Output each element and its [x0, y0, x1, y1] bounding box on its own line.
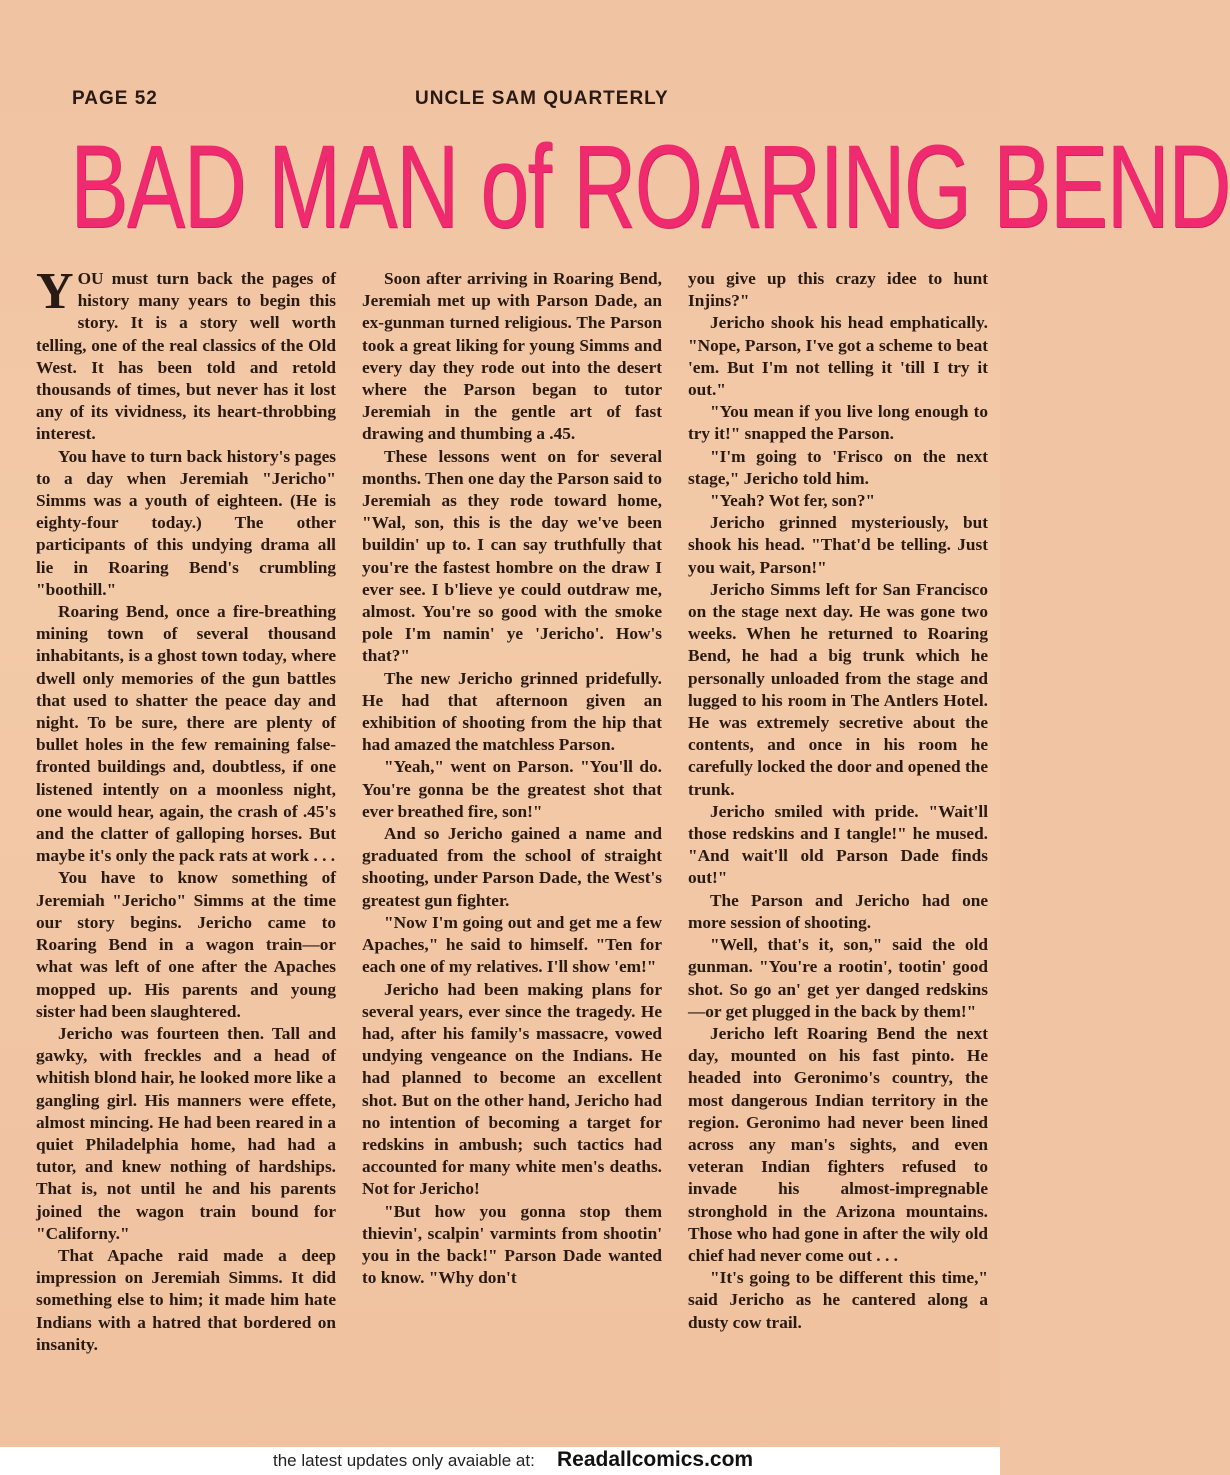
paragraph: "Yeah? Wot fer, son?" — [710, 491, 876, 511]
paragraph: You have to know something of Jeremiah "Jericho" Simms at the time our story begins. Jericho came to Roaring Bend in a wagon train—or what was left of one after the Apaches mopped up. His parents and young sister had been slaughtered. — [36, 868, 336, 1021]
paragraph: "Yeah," went on Parson. "You'll do. You're gonna be the greatest shot that ever breathed fire, son!" — [362, 757, 662, 821]
paragraph: Jericho smiled with pride. "Wait'll those redskins and I tangle!" he mused. "And wait'll old Parson Dade finds out!" — [688, 801, 988, 888]
paragraph: Soon after arriving in Roaring Bend, Jeremiah met up with Parson Dade, an ex-gunman turned religious. The Parson took a great liking for young Simms and every day they rode out into the desert where the Parson began to tutor Jeremiah in the gentle art of fast drawing and thumbing a .45. — [362, 269, 662, 444]
paragraph: "Well, that's it, son," said the old gunman. "You're a rootin', tootin' good shot. So go an' get yer danged redskins—or get plugged in the back by them!" — [688, 935, 988, 1021]
drop-cap: Y — [36, 263, 74, 320]
text-column-3 — [688, 268, 988, 1334]
paragraph: The new Jericho grinned pridefully. He had that afternoon given an exhibition of shooting from the hip that had amazed the matchless Parson. — [362, 668, 662, 755]
paragraph: And so Jericho gained a name and graduated from the school of straight shooting, under Parson Dade, the West's greatest gun fighter. — [362, 824, 662, 910]
paragraph: Jericho grinned mysteriously, but shook his head. "That'd be telling. Just you wait, Parson!" — [688, 513, 988, 577]
paragraph: "I'm going to 'Frisco on the next stage," Jericho told him. — [688, 446, 988, 488]
paragraph: The Parson and Jericho had one more session of shooting. — [688, 890, 988, 932]
text-column-1 — [36, 263, 336, 1356]
paragraph: "You mean if you live long enough to try it!" snapped the Parson. — [688, 402, 988, 444]
paragraph: You have to turn back history's pages to a day when Jeremiah "Jericho" Simms was a youth of eighteen. (He is eighty-four today.) The other participants of this undying drama all lie in Roaring Bend's crumbling "boothill." — [36, 446, 336, 599]
paragraph: YOU must turn back the pages of history many years to begin this story. It is a story well worth telling, one of the real classics of the Old West. It has been told and retold thousands of times, but never has it lost any of its vividness, its heart-throbbing interest. — [36, 263, 336, 444]
paragraph: you give up this crazy idee to hunt Injins?" — [688, 269, 988, 311]
paragraph: Jericho left Roaring Bend the next day, mounted on his fast pinto. He headed into Geronimo's country, the most dangerous Indian territory in the region. Geronimo had never been lined across any man's sights, and even veteran Indian fighters refused to invade his almost-impregnable stronghold in the Arizona mountains. Those who had gone in after the wily old chief had never come out . . . — [688, 1023, 988, 1265]
watermark-text: the latest updates only avaiable at: — [273, 1451, 535, 1470]
magazine-title: UNCLE SAM QUARTERLY — [415, 88, 669, 109]
watermark-bar — [0, 1447, 1000, 1475]
paragraph: Jericho shook his head emphatically. "Nope, Parson, I've got a scheme to beat 'em. But I'm not telling it 'till I try it out." — [688, 313, 988, 400]
paragraph: Roaring Bend, once a fire-breathing mining town of several thousand inhabitants, is a ghost town today, where dwell only memories of the gun battles that used to shatter the peace day and night. To be sure, there are plenty of bullet holes in the few remaining false-fronted buildings and, doubtless, if one listened intently on a moonless night, one would hear, again, the crash of .45's and the clatter of galloping horses. But maybe it's only the pack rats at work . . . — [36, 602, 336, 866]
story-title: BAD MAN of ROARING BEND — [70, 121, 1230, 253]
paragraph: "Now I'm going out and get me a few Apaches," he said to himself. "Ten for each one of my relatives. I'll show 'em!" — [362, 912, 662, 977]
paragraph: "But how you gonna stop them thievin', scalpin' varmints from shootin' you in the back!" Parson Dade wanted to know. "Why don't — [362, 1201, 662, 1288]
paragraph: These lessons went on for several months. Then one day the Parson said to Jeremiah as they rode toward home, "Wal, son, this is the day we've been buildin' up to. I can say truthfully that you're the fastest hombre on the draw I ever see. I b'lieve ye could outdraw me, almost. You're so good with the smoke pole I'm namin' ye 'Jericho'. How's that?" — [362, 446, 662, 666]
paragraph: Jericho was fourteen then. Tall and gawky, with freckles and a head of whitish blond hair, he looked more like a gangling girl. His manners were effete, almost mincing. He had been reared in a quiet Philadelphia home, had had a tutor, and knew nothing of hardships. That is, not until he and his parents joined the wagon train bound for "Californy." — [36, 1023, 336, 1243]
paragraph: Jericho had been making plans for several years, ever since the tragedy. He had, after his family's massacre, vowed undying vengeance on the Indians. He had planned to become an excellent shot. But on the other hand, Jericho had no intention of becoming a target for redskins in ambush; such tactics had accounted for many white men's deaths. Not for Jericho! — [362, 979, 662, 1199]
watermark-site-link[interactable]: Readallcomics.com — [557, 1448, 754, 1471]
text-column-2 — [362, 268, 662, 1289]
paragraph: Jericho Simms left for San Francisco on the stage next day. He was gone two weeks. When he returned to Roaring Bend, he had a big trunk which he personally unloaded from the stage and lugged to his room in The Antlers Hotel. He was extremely secretive about the contents, and once in his room he carefully locked the door and opened the trunk. — [688, 579, 988, 799]
paragraph: "It's going to be different this time," said Jericho as he cantered along a dusty cow trail. — [688, 1268, 988, 1332]
page-number: PAGE 52 — [72, 88, 158, 109]
paragraph: That Apache raid made a deep impression on Jeremiah Simms. It did something else to him; it made him hate Indians with a hatred that bordered on insanity. — [36, 1245, 336, 1354]
